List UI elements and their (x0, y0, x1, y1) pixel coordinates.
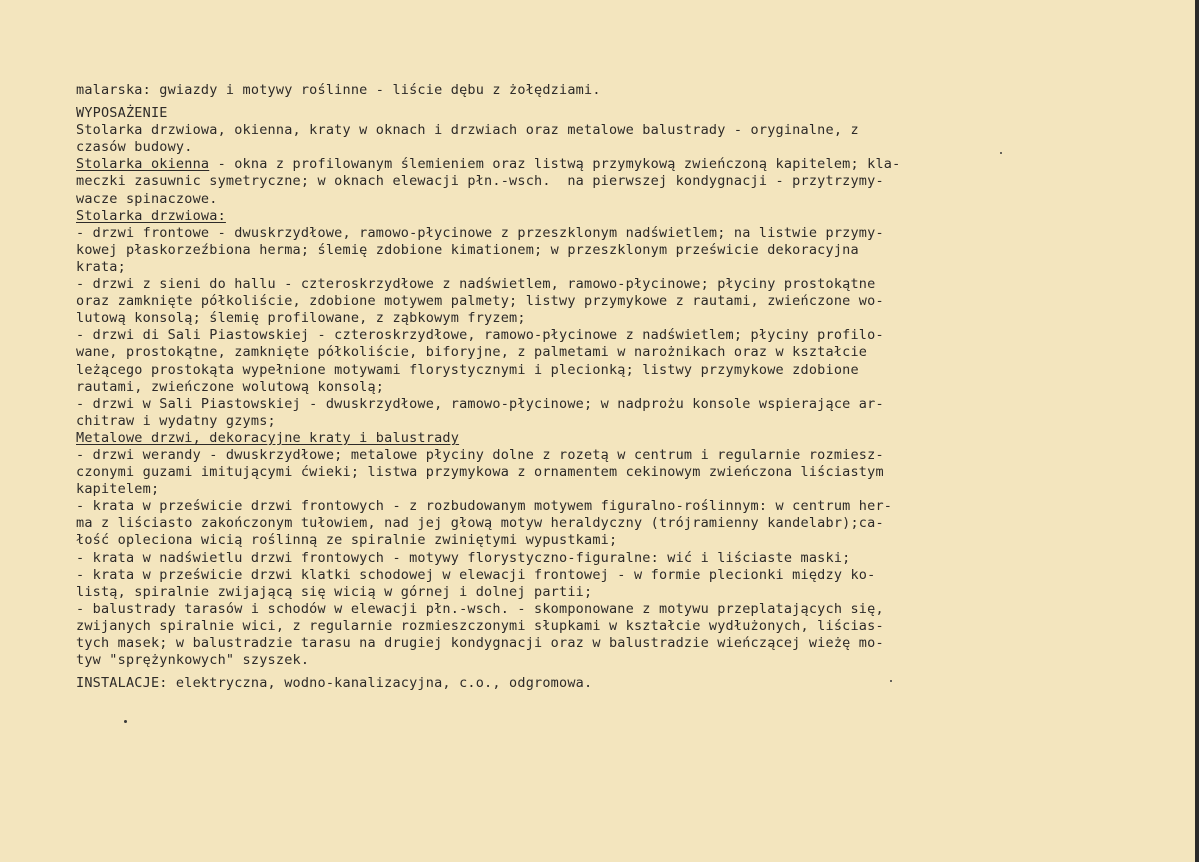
subheading-window-joinery: Stolarka okienna (76, 156, 210, 173)
text-line: zwijanych spiralnie wici, z regularnie rozmieszczonymi słupkami w kształcie wydłużonych, liścias- (76, 617, 884, 634)
text-line: tyw "sprężynkowych" szyszek. (76, 652, 310, 669)
text-line: oraz zamknięte półkoliście, zdobione motywem palmety; listwy przymykowe z rautami, zwieńczone wo- (76, 293, 884, 310)
text-line: krata; (76, 258, 126, 275)
installations-line: INSTALACJE: elektryczna, wodno-kanalizacyjna, c.o., odgromowa. (76, 675, 593, 692)
text-line: - drzwi frontowe - dwuskrzydłowe, ramowo-płycinowe z przeszklonym nadświetlem; na listwie przymy- (76, 224, 884, 241)
text-line: Stolarka drzwiowa, okienna, kraty w oknach i drzwiach oraz metalowe balustrady - oryginalne, z (76, 122, 859, 139)
paper-speck (124, 720, 127, 723)
text-line: - krata w prześwicie drzwi frontowych - z rozbudowanym motywem figuralno-roślinnym: w centrum her- (76, 498, 893, 515)
subheading-door-joinery: Stolarka drzwiowa: (76, 207, 226, 224)
section-heading: WYPOSAŻENIE (76, 105, 168, 122)
text-line: wane, prostokątne, zamknięte półkoliście, biforyjne, z palmetami w narożnikach oraz w kształcie (76, 344, 868, 361)
text-line: chitraw i wydatny gzyms; (76, 412, 276, 429)
text-line: czasów budowy. (76, 139, 193, 156)
text-line: meczki zasuwnic symetryczne; w oknach elewacji płn.-wsch. na pierwszej kondygnacji - przytrzymy- (76, 173, 884, 190)
scan-edge (1195, 0, 1199, 862)
text-line: kowej płaskorzeźbiona herma; ślemię zdobione kimationem; w przeszklonym prześwicie dekoracyjna (76, 241, 859, 258)
text-line: wacze spinaczowe. (76, 190, 218, 207)
text-line: - drzwi werandy - dwuskrzydłowe; metalowe płyciny dolne z rozetą w centrum i regularnie rozmiesz- (76, 446, 884, 463)
text-line: - drzwi di Sali Piastowskiej - czteroskrzydłowe, ramowo-płycinowe z nadświetlem; płyciny profilo- (76, 327, 884, 344)
text-line: łość opleciona wicią roślinną ze spiralnie zwiniętymi wypustkami; (76, 532, 618, 549)
text-line: rautami, zwieńczone wolutową konsolą; (76, 378, 385, 395)
text-line: listą, spiralnie zwijającą się wicią w górnej i dolnej partii; (76, 583, 593, 600)
line-rest: - okna z profilowanym ślemieniem oraz listwą przymykową zwieńczoną kapitelem; kla- (209, 156, 901, 173)
paper-speck (890, 680, 892, 682)
paper-speck (1000, 152, 1002, 154)
text-line: czonymi guzami imitującymi ćwieki; listwa przymykowa z ornamentem cekinowym zwieńczona liściastym (76, 464, 884, 481)
text-line: - balustrady tarasów i schodów w elewacji płn.-wsch. - skomponowane z motywu przeplatających się, (76, 600, 884, 617)
text-line: tych masek; w balustradzie tarasu na drugiej kondygnacji oraz w balustradzie wieńczącej wieżę mo- (76, 635, 884, 651)
text-line: lutową konsolą; ślemię profilowane, z ząbkowym fryzem; (76, 310, 526, 327)
text-line: - drzwi z sieni do hallu - czteroskrzydłowe z nadświetlem, ramowo-płycinowe; płyciny prostokątne (76, 276, 876, 293)
subheading-metal-doors: Metalowe drzwi, dekoracyjne kraty i balustrady (76, 429, 460, 446)
text-line (76, 156, 1076, 173)
text-line: leżącego prostokąta wypełnione motywami florystycznymi i plecionką; listwy przymykowe zdobione (76, 361, 859, 378)
text-line: malarska: gwiazdy i motywy roślinne - liście dębu z żołędziami. (76, 82, 601, 98)
text-line: kapitelem; (76, 481, 160, 498)
document-text (76, 82, 1076, 692)
text-line: ma z liściasto zakończonym tułowiem, nad jej głową motyw heraldyczny (trójramienny kandelabr);ca- (76, 515, 884, 532)
text-line: - krata w prześwicie drzwi klatki schodowej w elewacji frontowej - w formie plecionki między ko- (76, 566, 876, 583)
text-line: - drzwi w Sali Piastowskiej - dwuskrzydłowe, ramowo-płycinowe; w nadprożu konsole wspierające ar- (76, 395, 884, 412)
text-line: - krata w nadświetlu drzwi frontowych - motywy florystyczno-figuralne: wić i liściaste maski; (76, 549, 851, 566)
